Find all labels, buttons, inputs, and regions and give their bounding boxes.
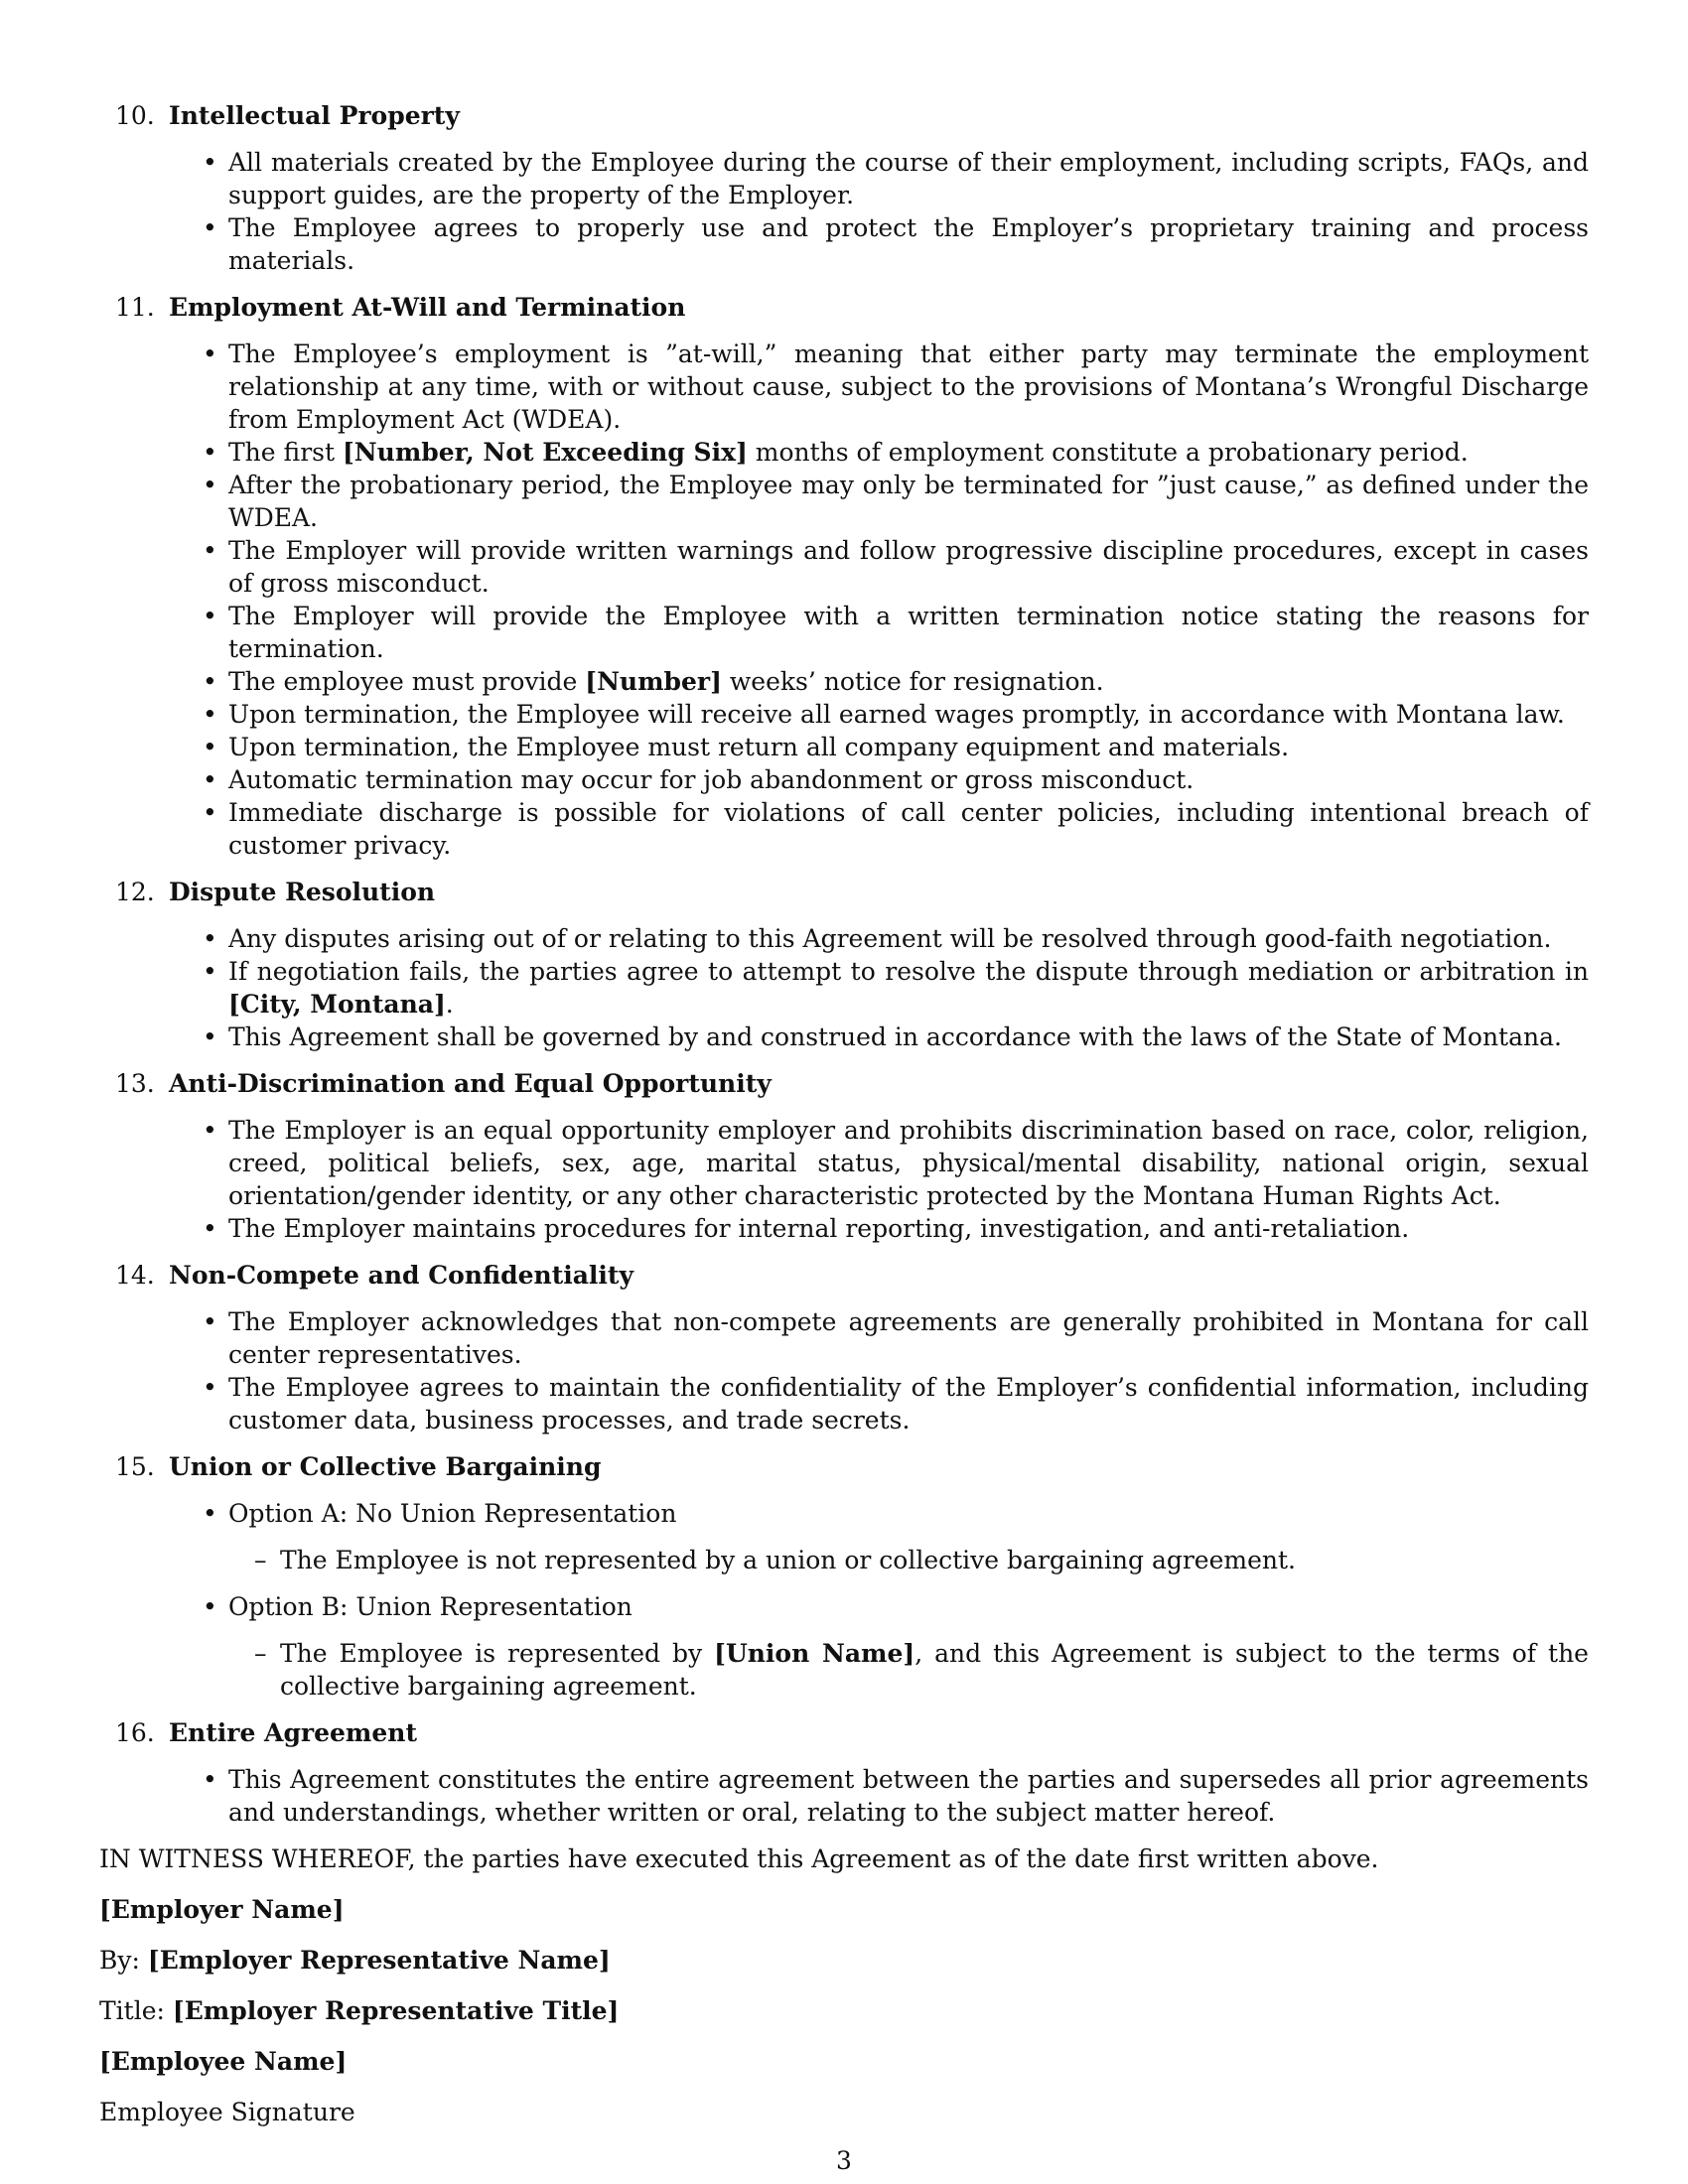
bullet-list (99, 146, 1589, 277)
bullet-item: • The Employee agrees to properly use and protect the Employer’s proprietary training and process materials. (228, 211, 1589, 277)
section-number: 15. (115, 1452, 155, 1481)
employer-rep-title: [Employer Representative Title] (172, 1996, 620, 2025)
sub-list-item: – The Employee is not represented by a union or collective bargaining agreement. (280, 1544, 1589, 1576)
section-heading (99, 876, 1589, 908)
employer-title-line (99, 1994, 1589, 2027)
section-16 (99, 1716, 1589, 1829)
bullet-item (228, 436, 1589, 469)
section-heading (99, 1716, 1589, 1749)
bullet-item: • The Employer is an equal opportunity employer and prohibits discrimination based on race, color, religion, creed, political beliefs, sex, age, marital status, physical/mental disability, national origin, sexual orientation/gender identity, or any other characteristic protected by the Montana Human Rights Act. (228, 1114, 1589, 1212)
bullet-item (228, 955, 1589, 1021)
section-10 (99, 99, 1589, 277)
clause-text: weeks’ notice for resignation. (721, 667, 1104, 696)
employer-name-line (99, 1893, 1589, 1926)
bullet-item: • The Employer will provide written warnings and follow progressive discipline procedures, except in cases of gross misconduct. (228, 534, 1589, 600)
bullet-list (99, 1763, 1589, 1829)
bullet-list (99, 338, 1589, 862)
bullet-list (99, 1497, 1589, 1703)
section-14 (99, 1259, 1589, 1436)
sub-list (228, 1637, 1589, 1703)
section-11 (99, 291, 1589, 862)
section-number: 13. (115, 1069, 155, 1098)
bullet-item: • After the probationary period, the Employee may only be terminated for ”just cause,” as defined under the WDEA. (228, 469, 1589, 534)
sub-list (228, 1544, 1589, 1576)
section-number: 12. (115, 878, 155, 906)
bullet-list (99, 1114, 1589, 1245)
bullet-list (99, 1305, 1589, 1436)
page-number: 3 (836, 2146, 852, 2175)
bullet-item: • Automatic termination may occur for job abandonment or gross misconduct. (228, 763, 1589, 796)
bullet-item: • The Employee agrees to maintain the confidentiality of the Employer’s confidential information, including customer data, business processes, and trade secrets. (228, 1371, 1589, 1436)
section-heading (99, 1450, 1589, 1483)
placeholder-field: [Union Name] (714, 1639, 915, 1668)
section-number: 11. (115, 293, 155, 322)
bullet-list (99, 922, 1589, 1053)
section-title: Dispute Resolution (169, 878, 436, 906)
section-heading (99, 1259, 1589, 1292)
bullet-item: • This Agreement constitutes the entire agreement between the parties and supersedes all prior agreements and understandings, whether written or oral, relating to the subject matter hereof. (228, 1763, 1589, 1829)
clause-text: If negotiation fails, the parties agree to attempt to resolve the dispute through mediation or arbitration in (228, 957, 1589, 986)
bullet-item: • Immediate discharge is possible for violations of call center policies, including intentional breach of customer privacy. (228, 796, 1589, 862)
bullet-item: • Upon termination, the Employee will receive all earned wages promptly, in accordance with Montana law. (228, 698, 1589, 731)
section-title: Entire Agreement (169, 1718, 417, 1747)
employee-signature-line: Employee Signature (99, 2098, 355, 2126)
clause-text: . (445, 990, 454, 1019)
by-label: By: (99, 1946, 148, 1975)
bullet-item: • Upon termination, the Employee must return all company equipment and materials. (228, 731, 1589, 763)
bullet-item (228, 1497, 1589, 1576)
employer-name: [Employer Name] (99, 1895, 345, 1924)
bullet-item (228, 1590, 1589, 1703)
bullet-item: • The Employee’s employment is ”at-will,” meaning that either party may terminate the employment relationship at any time, with or without cause, subject to the provisions of Montana’s Wrongful Discharge from Employment Act (WDEA). (228, 338, 1589, 436)
section-15 (99, 1450, 1589, 1703)
clause-text: The first (228, 438, 343, 467)
title-label: Title: (99, 1996, 173, 2025)
bullet-item: • The Employer acknowledges that non-compete agreements are generally prohibited in Montana for call center representatives. (228, 1305, 1589, 1371)
bullet-item: • This Agreement shall be governed by and construed in accordance with the laws of the State of Montana. (228, 1021, 1589, 1053)
bullet-item: • Any disputes arising out of or relating to this Agreement will be resolved through good-faith negotiation. (228, 922, 1589, 955)
sub-list-item (280, 1637, 1589, 1703)
bullet-item (228, 665, 1589, 698)
placeholder-field: [Number, Not Exceeding Six] (342, 438, 748, 467)
section-title: Union or Collective Bargaining (169, 1452, 602, 1481)
section-number: 16. (115, 1718, 155, 1747)
section-heading (99, 1067, 1589, 1100)
clause-text: months of employment constitute a probationary period. (747, 438, 1469, 467)
placeholder-field: [Number] (585, 667, 722, 696)
section-title: Non-Compete and Confidentiality (169, 1261, 634, 1290)
clause-text: , and this Agreement is subject to the terms of the collective bargaining agreement. (280, 1639, 1589, 1701)
bullet-item: • The Employer will provide the Employee with a written termination notice stating the reasons for termination. (228, 600, 1589, 665)
section-title: Anti-Discrimination and Equal Opportunity (169, 1069, 772, 1098)
section-number: 14. (115, 1261, 155, 1290)
placeholder-field: [City, Montana] (228, 990, 446, 1019)
section-12 (99, 876, 1589, 1053)
clause-text: The employee must provide (228, 667, 586, 696)
section-title: Employment At-Will and Termination (169, 293, 686, 322)
section-13 (99, 1067, 1589, 1245)
bullet-item: • All materials created by the Employee during the course of their employment, including scripts, FAQs, and support guides, are the property of the Employer. (228, 146, 1589, 211)
section-title: Intellectual Property (169, 101, 460, 130)
option-label: Option B: Union Representation (228, 1592, 633, 1621)
section-heading (99, 99, 1589, 132)
section-number: 10. (115, 101, 155, 130)
employee-name-line (99, 2045, 1589, 2078)
employee-name: [Employee Name] (99, 2047, 348, 2076)
section-heading (99, 291, 1589, 324)
employer-rep-name: [Employer Representative Name] (147, 1946, 611, 1975)
document-page (99, 99, 1589, 2146)
employer-rep-line (99, 1944, 1589, 1977)
witness-clause: IN WITNESS WHEREOF, the parties have executed this Agreement as of the date first written above. (99, 1844, 1379, 1873)
bullet-item: • The Employer maintains procedures for internal reporting, investigation, and anti-retaliation. (228, 1212, 1589, 1245)
clause-text: The Employee is represented by (280, 1639, 715, 1668)
option-label: Option A: No Union Representation (228, 1499, 677, 1528)
sections-container (99, 99, 1589, 1829)
